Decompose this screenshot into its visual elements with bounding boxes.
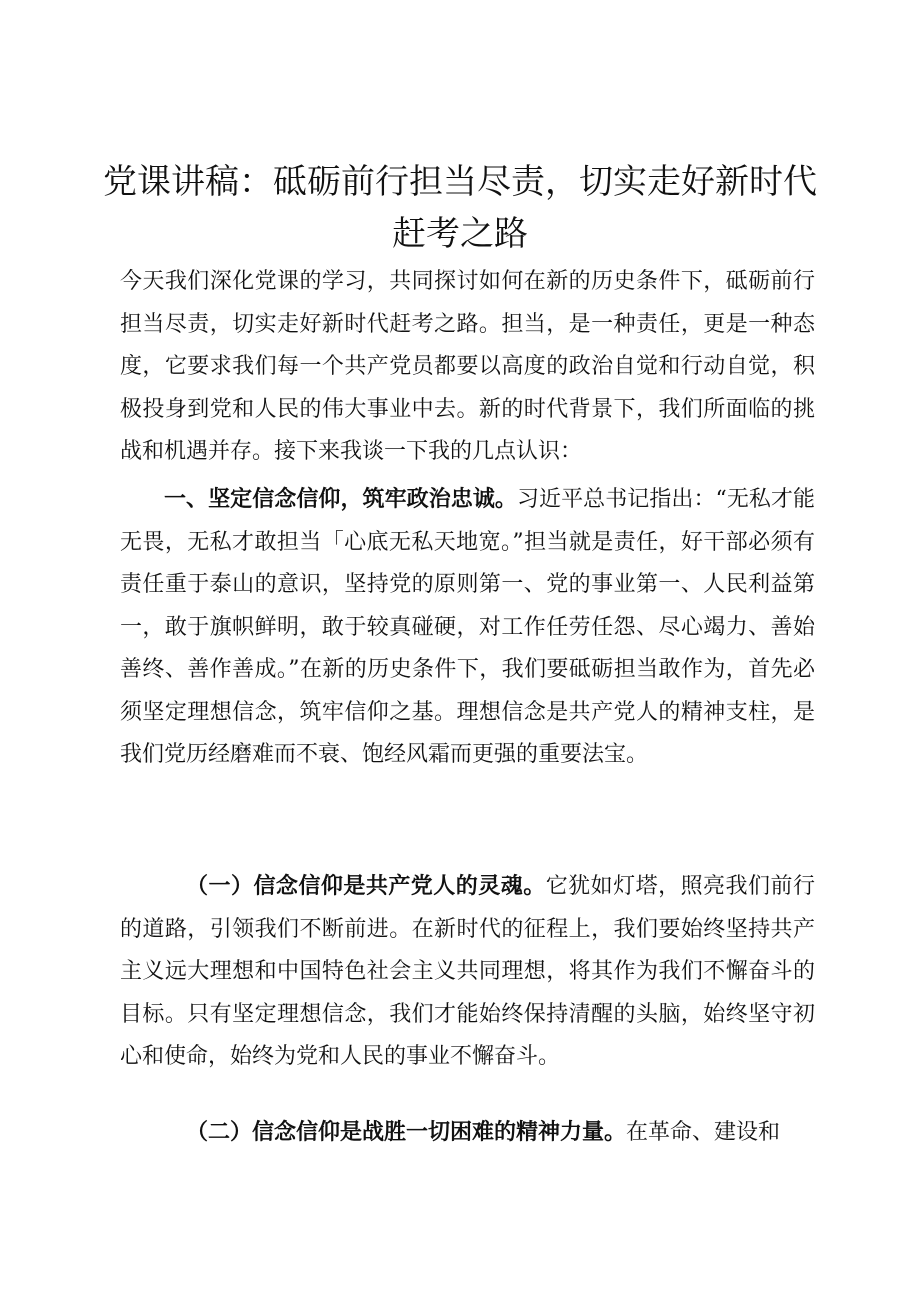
subsection-two-text: 在革命、建设和 <box>626 1120 781 1145</box>
subsection-one-text: 它犹如灯塔，照亮我们前行的道路，引领我们不断前进。在新时代的征程上，我们要始终坚持共产主义远大理想和中国特色社会主义共同理想，将其作为我们不懈奋斗的目标。只有坚定理想信念，我们才能始终保持清醒的头脑，始终坚守初心和使命，始终为党和人民的事业不懈奋斗。 <box>120 874 815 1069</box>
subsection-two-paragraph <box>120 1112 815 1155</box>
section-one-paragraph <box>120 479 815 777</box>
intro-paragraph: 今天我们深化党课的学习，共同探讨如何在新的历史条件下，砥砺前行担当尽责，切实走好新时代赶考之路。担当，是一种责任，更是一种态度，它要求我们每一个共产党员都要以高度的政治自觉和行动自觉，积极投身到党和人民的伟大事业中去。新的时代背景下，我们所面临的挑战和机遇并存。接下来我谈一下我的几点认识： <box>120 269 815 464</box>
subsection-one-heading: （一）信念信仰是共产党人的灵魂。 <box>186 874 546 899</box>
section-one-text: 习近平总书记指出：“无私才能无畏，无私才敢担当「心底无私天地宽。”担当就是责任，好干部必须有责任重于泰山的意识，坚持党的原则第一、党的事业第一、人民利益第一，敢于旗帜鲜明，敢于较真碰硬，对工作任劳任怨、尽心竭力、善始善终、善作善成。”在新的历史条件下，我们要砥砺担当敢作为，首先必须坚定理想信念，筑牢信仰之基。理想信念是共产党人的精神支柱，是我们党历经磨难而不衰、饱经风霜而更强的重要法宝。 <box>120 487 815 767</box>
subsection-two-heading: （二）信念信仰是战胜一切困难的精神力量。 <box>186 1120 627 1145</box>
page-title: 党课讲稿：砥砺前行担当尽责，切实走好新时代赶考之路 <box>103 162 817 254</box>
section-one-heading: 一、坚定信念信仰，筑牢政治忠诚。 <box>164 487 517 512</box>
subsection-one-paragraph <box>120 866 815 1079</box>
